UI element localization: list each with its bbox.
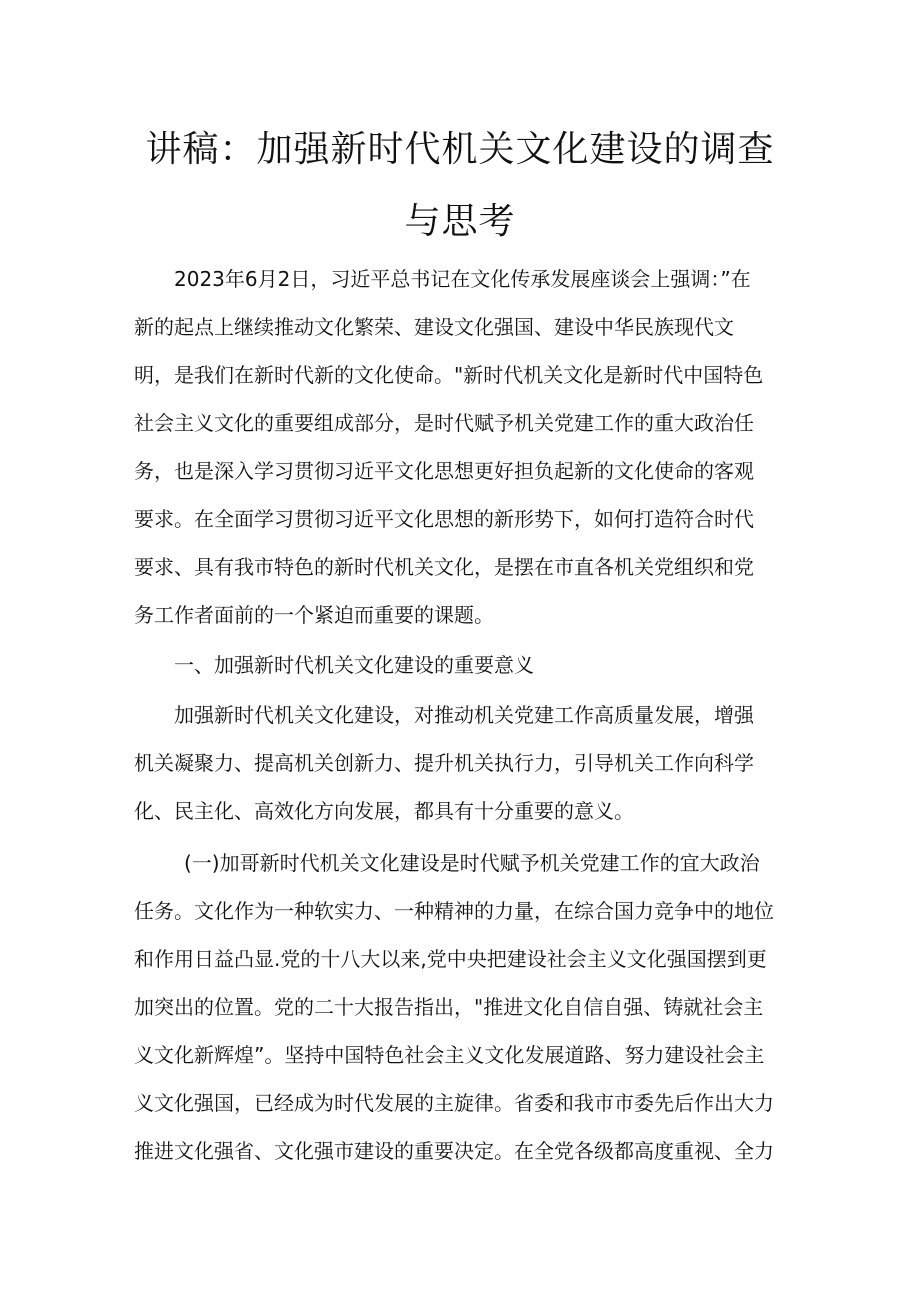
body-line: 任务。文化作为一种软实力、一种精神的力量，在综合国力竞争中的地位 [134, 899, 774, 923]
body-line: 加强新时代机关文化建设，对推动机关党建工作高质量发展，增强 [174, 703, 754, 727]
body-line: 义文化强国，已经成为时代发展的主旋律。省委和我市市委先后作出大力 [134, 1091, 774, 1115]
body-line: 明，是我们在新时代新的文化使命。"新时代机关文化是新时代中国特色 [134, 363, 764, 387]
body-line: 务，也是深入学习贯彻习近平文化思想更好担负起新的文化使命的客观 [134, 459, 754, 483]
subsection-line: (一)加哥新时代机关文化建设是时代赋予机关党建工作的宜大政治 [184, 851, 760, 875]
body-line: 务工作者面前的一个紧迫而重要的课题。 [134, 603, 494, 627]
body-line: 要求。在全面学习贯彻习近平文化思想的新形势下，如何打造符合时代 [134, 507, 754, 531]
document-title-line-2: 与思考 [404, 201, 516, 242]
body-line: 和作用日益凸显.党的十八大以来,党中央把建设社会主义文化强国摆到更 [134, 947, 767, 971]
body-line: 化、民主化、高效化方向发展，都具有十分重要的意义。 [134, 799, 634, 823]
body-line: 社会主义文化的重要组成部分，是时代赋予机关党建工作的重大政治任 [134, 411, 754, 435]
body-line: 机关凝聚力、提高机关创新力、提升机关执行力，引导机关工作向科学 [134, 751, 754, 775]
section-heading: 一、加强新时代机关文化建设的重要意义 [174, 653, 534, 677]
body-line: 新的起点上继续推动文化繁荣、建设文化强国、建设中华民族现代文 [134, 315, 734, 339]
document-title-line-1: 讲稿：加强新时代机关文化建设的调查 [145, 129, 775, 170]
body-line: 推进文化强省、文化强市建设的重要决定。在全党各级都高度重视、全力 [134, 1139, 774, 1163]
body-line: 要求、具有我市特色的新时代机关文化，是摆在市直各机关党组织和党 [134, 555, 754, 579]
body-line: 义文化新辉煌”。坚持中国特色社会主义文化发展道路、努力建设社会主 [134, 1043, 765, 1067]
body-line: 加突出的位置。党的二十大报告指出，"推进文化自信自强、铸就社会主 [134, 995, 764, 1019]
body-line: 2023年6月2日，习近平总书记在文化传承发展座谈会上强调：”在 [174, 267, 751, 291]
